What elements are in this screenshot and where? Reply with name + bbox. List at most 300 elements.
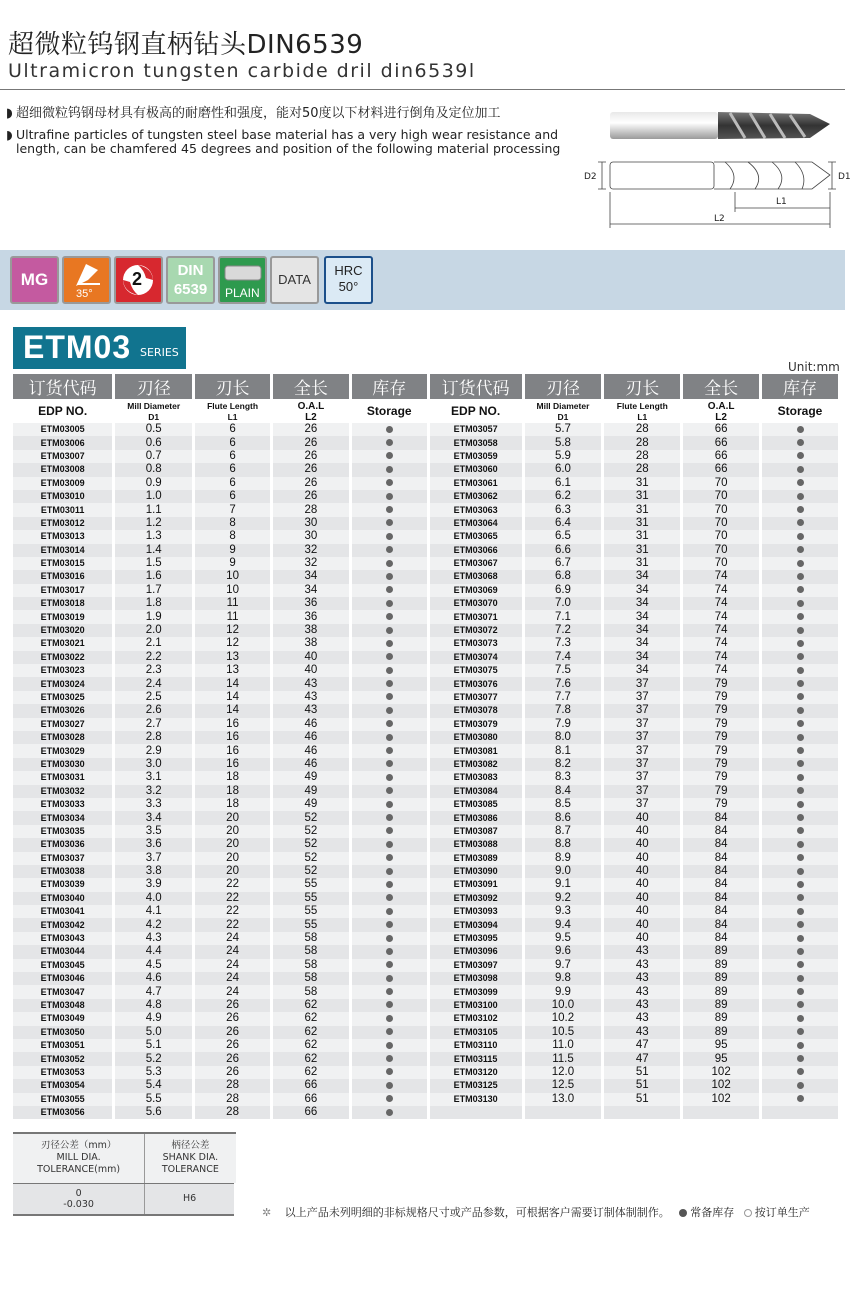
storage-cell [761,1093,840,1106]
table-row [13,771,840,784]
diameter-cell: 1.5 [114,557,194,570]
in-stock-dot-icon [797,1082,804,1089]
edp-cell: ETM03037 [13,852,114,865]
table-row [13,744,840,757]
diameter-cell: 6.4 [523,517,603,530]
storage-cell [761,1079,840,1092]
storage-cell [350,865,428,878]
footnote-text: 以上产品未列明细的非标规格尺寸或产品参数，可根据客户需要订制体制制作。 [284,1206,670,1219]
in-stock-dot-icon [386,493,393,500]
diameter-cell: 6.8 [523,570,603,583]
flute-length-cell: 28 [194,1079,272,1092]
oal-cell: 58 [271,972,350,985]
edp-cell: ETM03031 [13,771,114,784]
diameter-cell: 2.7 [114,718,194,731]
edp-cell: ETM03072 [428,624,523,637]
edp-cell: ETM03088 [428,838,523,851]
flute-length-cell: 26 [194,1039,272,1052]
flute-length-cell: 11 [194,610,272,623]
table-row [13,959,840,972]
diameter-cell: 1.6 [114,570,194,583]
in-stock-dot-icon [386,787,393,794]
diameter-cell: 9.8 [523,972,603,985]
oal-cell: 89 [682,972,761,985]
edp-cell: ETM03078 [428,704,523,717]
diameter-cell: 5.3 [114,1066,194,1079]
diameter-cell: 1.3 [114,530,194,543]
diameter-cell: 0.6 [114,436,194,449]
edp-cell: ETM03098 [428,972,523,985]
plain-shank-icon [218,256,267,304]
column-header-cn: 库存 [350,374,428,399]
table-row [13,691,840,704]
storage-cell [761,624,840,637]
column-header-en: Flute Length L1 [603,399,682,423]
edp-cell: ETM03049 [13,1012,114,1025]
oal-cell: 46 [271,744,350,757]
in-stock-dot-icon [386,814,393,821]
flute-length-cell: 43 [603,972,682,985]
edp-cell: ETM03018 [13,597,114,610]
in-stock-dot-icon [386,948,393,955]
edp-cell: ETM03130 [428,1093,523,1106]
diameter-cell: 2.5 [114,691,194,704]
table-row [13,1026,840,1039]
in-stock-dot-icon [797,961,804,968]
in-stock-dot-icon [386,479,393,486]
filled-dot-icon [679,1209,687,1217]
column-header-cn: 库存 [761,374,840,399]
edp-cell: ETM03006 [13,436,114,449]
diameter-cell: 6.1 [523,477,603,490]
oal-cell: 52 [271,838,350,851]
in-stock-dot-icon [386,801,393,808]
header-row-cn [13,374,840,399]
angle-label: 35° [76,288,93,300]
edp-cell: ETM03048 [13,999,114,1012]
storage-cell [761,570,840,583]
flute-length-cell: 10 [194,584,272,597]
diameter-cell: 8.9 [523,852,603,865]
table-row [13,1106,840,1119]
edp-cell: ETM03026 [13,704,114,717]
edp-cell: ETM03019 [13,610,114,623]
in-stock-dot-icon [386,961,393,968]
diameter-cell: 3.3 [114,798,194,811]
oal-cell: 26 [271,477,350,490]
flute-length-cell: 16 [194,718,272,731]
edp-cell: ETM03062 [428,490,523,503]
diameter-cell: 3.8 [114,865,194,878]
oal-cell: 40 [271,651,350,664]
flute-length-cell: 34 [603,584,682,597]
edp-cell: ETM03030 [13,758,114,771]
column-header-cn: 刃长 [603,374,682,399]
flute-length-cell: 37 [603,758,682,771]
in-stock-dot-icon [386,1082,393,1089]
edp-cell: ETM03057 [428,423,523,436]
in-stock-dot-icon [386,760,393,767]
oal-cell: 43 [271,691,350,704]
in-stock-dot-icon [797,519,804,526]
column-header-cn: 全长 [682,374,761,399]
oal-cell: 55 [271,905,350,918]
storage-cell [350,771,428,784]
edp-cell: ETM03074 [428,651,523,664]
storage-cell [350,825,428,838]
diameter-cell: 5.0 [114,1026,194,1039]
in-stock-dot-icon [386,908,393,915]
table-row [13,664,840,677]
diameter-cell: 4.7 [114,985,194,998]
diameter-cell: 7.2 [523,624,603,637]
storage-cell [350,852,428,865]
in-stock-dot-icon [797,801,804,808]
flute-length-cell: 37 [603,771,682,784]
edp-cell: ETM03102 [428,1012,523,1025]
diameter-cell: 5.9 [523,450,603,463]
bullet-en-line-1: Ultrafine particles of tungsten steel base material has a very high wear resistance and [16,127,559,142]
column-header-cn: 刃长 [194,374,272,399]
oal-cell: 70 [682,530,761,543]
flute-length-cell: 40 [603,838,682,851]
din-number: 6539 [173,281,208,298]
table-row [13,905,840,918]
column-header-en: O.A.L L2 [271,399,350,423]
in-stock-dot-icon [386,841,393,848]
diameter-cell: 6.7 [523,557,603,570]
title-en: Ultramicron tungsten carbide dril din6539l [8,60,476,82]
edp-cell: ETM03125 [428,1079,523,1092]
flute-length-cell: 6 [194,490,272,503]
column-header-en: Mill Diameter D1 [523,399,603,423]
series-suffix: SERIES [140,346,179,359]
flute-length-cell: 28 [194,1106,272,1119]
edp-cell: ETM03033 [13,798,114,811]
oal-cell: 70 [682,477,761,490]
flute-length-cell: 6 [194,423,272,436]
in-stock-dot-icon [797,1055,804,1062]
storage-cell [350,1052,428,1065]
diameter-cell: 7.0 [523,597,603,610]
diameter-cell: 6.5 [523,530,603,543]
oal-cell: 84 [682,892,761,905]
oal-cell: 79 [682,771,761,784]
edp-cell: ETM03051 [13,1039,114,1052]
edp-cell: ETM03035 [13,825,114,838]
table-row [13,865,840,878]
in-stock-dot-icon [797,747,804,754]
edp-cell: ETM03038 [13,865,114,878]
diameter-cell: 13.0 [523,1093,603,1106]
flute-length-cell: 31 [603,503,682,516]
oal-cell: 66 [682,463,761,476]
storage-cell [350,798,428,811]
flute-length-cell: 18 [194,785,272,798]
table-row [13,436,840,449]
storage-cell [761,704,840,717]
diameter-cell: 4.5 [114,959,194,972]
oal-cell: 34 [271,584,350,597]
table-row [13,624,840,637]
storage-cell [350,436,428,449]
in-stock-dot-icon [797,680,804,687]
storage-cell [350,878,428,891]
in-stock-dot-icon [797,1042,804,1049]
edp-cell: ETM03007 [13,450,114,463]
edp-cell: ETM03093 [428,905,523,918]
flute-length-cell: 31 [603,530,682,543]
edp-cell: ETM03075 [428,664,523,677]
storage-cell [761,905,840,918]
diameter-cell: 2.0 [114,624,194,637]
edp-cell: ETM03056 [13,1106,114,1119]
edp-cell: ETM03008 [13,463,114,476]
legend-stock: 常备库存 [679,1206,734,1219]
d1-label: D1 [838,172,851,182]
in-stock-dot-icon [797,653,804,660]
in-stock-dot-icon [797,506,804,513]
oal-cell: 66 [271,1106,350,1119]
diameter-cell: 7.6 [523,677,603,690]
storage-cell [350,1026,428,1039]
storage-cell [761,557,840,570]
flute-length-cell: 9 [194,544,272,557]
oal-cell: 70 [682,557,761,570]
storage-cell [761,530,840,543]
oal-cell: 58 [271,985,350,998]
storage-cell [761,597,840,610]
column-header-en: Storage [761,399,840,423]
flute-length-cell: 11 [194,597,272,610]
in-stock-dot-icon [386,868,393,875]
din-label: DIN [177,262,204,279]
table-row [13,825,840,838]
oal-cell: 66 [682,450,761,463]
bullet-cn-text: 超细微粒钨钢母材具有极高的耐磨性和强度，能对50度以下材料进行倒角及定位加工 [16,106,501,121]
flute-length-cell: 43 [603,1026,682,1039]
diameter-cell: 2.9 [114,744,194,757]
diameter-cell: 4.8 [114,999,194,1012]
edp-cell: ETM03047 [13,985,114,998]
storage-cell [761,463,840,476]
oal-cell: 30 [271,517,350,530]
data-icon [270,256,319,304]
edp-cell: ETM03044 [13,945,114,958]
flute-length-cell: 37 [603,744,682,757]
storage-cell [761,959,840,972]
flute-length-cell: 51 [603,1093,682,1106]
storage-cell [761,865,840,878]
d2-label: D2 [584,172,597,182]
flute-length-cell: 40 [603,918,682,931]
storage-cell [350,838,428,851]
table-row [13,785,840,798]
storage-cell [350,1079,428,1092]
storage-cell [761,852,840,865]
in-stock-dot-icon [797,827,804,834]
flute-length-cell: 6 [194,477,272,490]
oal-cell: 49 [271,771,350,784]
flute-length-cell: 24 [194,945,272,958]
flute-length-cell: 31 [603,517,682,530]
flute-length-cell: 28 [603,463,682,476]
in-stock-dot-icon [386,439,393,446]
diameter-cell: 3.0 [114,758,194,771]
flute-length-cell: 22 [194,905,272,918]
diameter-cell: 3.1 [114,771,194,784]
storage-cell [350,704,428,717]
diameter-cell: 3.7 [114,852,194,865]
oal-cell: 52 [271,825,350,838]
diameter-cell: 11.0 [523,1039,603,1052]
in-stock-dot-icon [797,814,804,821]
in-stock-dot-icon [797,693,804,700]
flute-length-cell: 40 [603,852,682,865]
edp-cell [428,1106,523,1119]
oal-cell: 79 [682,758,761,771]
storage-cell [761,450,840,463]
oal-cell: 79 [682,731,761,744]
in-stock-dot-icon [797,493,804,500]
diameter-cell: 9.3 [523,905,603,918]
flute-length-cell: 12 [194,624,272,637]
flute-count-label: 2 [132,269,143,289]
flute-length-cell: 24 [194,985,272,998]
diameter-cell: 6.3 [523,503,603,516]
in-stock-dot-icon [797,452,804,459]
diameter-cell: 7.5 [523,664,603,677]
flute-count-icon [114,256,163,304]
in-stock-dot-icon [797,948,804,955]
in-stock-dot-icon [386,988,393,995]
flute-length-cell: 37 [603,785,682,798]
edp-cell: ETM03040 [13,892,114,905]
diameter-cell: 7.8 [523,704,603,717]
table-row [13,637,840,650]
diameter-cell: 7.3 [523,637,603,650]
table-row [13,811,840,824]
diameter-cell: 8.2 [523,758,603,771]
storage-cell [761,1012,840,1025]
oal-cell: 74 [682,597,761,610]
in-stock-dot-icon [797,439,804,446]
edp-cell: ETM03034 [13,811,114,824]
storage-cell [761,436,840,449]
column-header-cn: 刃径 [523,374,603,399]
oal-cell: 84 [682,811,761,824]
edp-cell: ETM03073 [428,637,523,650]
oal-cell: 62 [271,1039,350,1052]
table-row [13,584,840,597]
in-stock-dot-icon [797,600,804,607]
flute-length-cell: 34 [603,610,682,623]
diameter-cell: 8.4 [523,785,603,798]
storage-cell [350,1012,428,1025]
in-stock-dot-icon [797,1001,804,1008]
column-header-cn: 刃径 [114,374,194,399]
in-stock-dot-icon [386,613,393,620]
divider [0,89,845,90]
flute-length-cell: 8 [194,517,272,530]
edp-cell: ETM03076 [428,677,523,690]
diameter-cell: 7.1 [523,610,603,623]
flute-length-cell: 31 [603,544,682,557]
flute-length-cell: 26 [194,1012,272,1025]
edp-cell: ETM03017 [13,584,114,597]
oal-cell: 55 [271,878,350,891]
storage-cell [761,945,840,958]
edp-cell: ETM03043 [13,932,114,945]
storage-cell [761,477,840,490]
oal-cell: 74 [682,637,761,650]
edp-cell: ETM03061 [428,477,523,490]
tolerance-table [13,1132,237,1216]
flute-length-cell: 31 [603,557,682,570]
oal-cell: 62 [271,1052,350,1065]
edp-cell: ETM03039 [13,878,114,891]
diameter-cell: 4.2 [114,918,194,931]
diameter-cell: 10.5 [523,1026,603,1039]
edp-cell: ETM03058 [428,436,523,449]
storage-cell [350,1066,428,1079]
oal-cell: 36 [271,610,350,623]
in-stock-dot-icon [797,667,804,674]
in-stock-dot-icon [386,854,393,861]
edp-cell: ETM03011 [13,503,114,516]
flute-length-cell: 6 [194,450,272,463]
edp-cell: ETM03005 [13,423,114,436]
hrc-icon [324,256,373,304]
diameter-cell: 7.7 [523,691,603,704]
storage-cell [761,1066,840,1079]
diameter-cell: 5.5 [114,1093,194,1106]
in-stock-dot-icon [386,693,393,700]
edp-cell: ETM03079 [428,718,523,731]
edp-cell: ETM03052 [13,1052,114,1065]
oal-cell: 62 [271,1012,350,1025]
diameter-cell: 8.8 [523,838,603,851]
edp-cell: ETM03070 [428,597,523,610]
flute-length-cell: 12 [194,637,272,650]
drill-diagram [580,100,855,235]
storage-cell [350,677,428,690]
table-row [13,651,840,664]
flute-length-cell: 6 [194,436,272,449]
mg-material-icon [10,256,59,304]
in-stock-dot-icon [386,667,393,674]
table-row [13,878,840,891]
diameter-cell: 3.6 [114,838,194,851]
diameter-cell: 4.9 [114,1012,194,1025]
storage-cell [350,785,428,798]
oal-cell: 52 [271,865,350,878]
flute-length-cell: 34 [603,664,682,677]
edp-cell: ETM03042 [13,918,114,931]
edp-cell: ETM03094 [428,918,523,931]
storage-cell [350,610,428,623]
oal-cell: 26 [271,423,350,436]
in-stock-dot-icon [386,560,393,567]
diameter-cell: 0.8 [114,463,194,476]
storage-cell [350,959,428,972]
mg-label: MG [20,270,49,289]
flute-length-cell: 14 [194,704,272,717]
flute-length-cell: 34 [603,624,682,637]
storage-cell [761,610,840,623]
diameter-cell: 7.9 [523,718,603,731]
diameter-cell: 1.7 [114,584,194,597]
